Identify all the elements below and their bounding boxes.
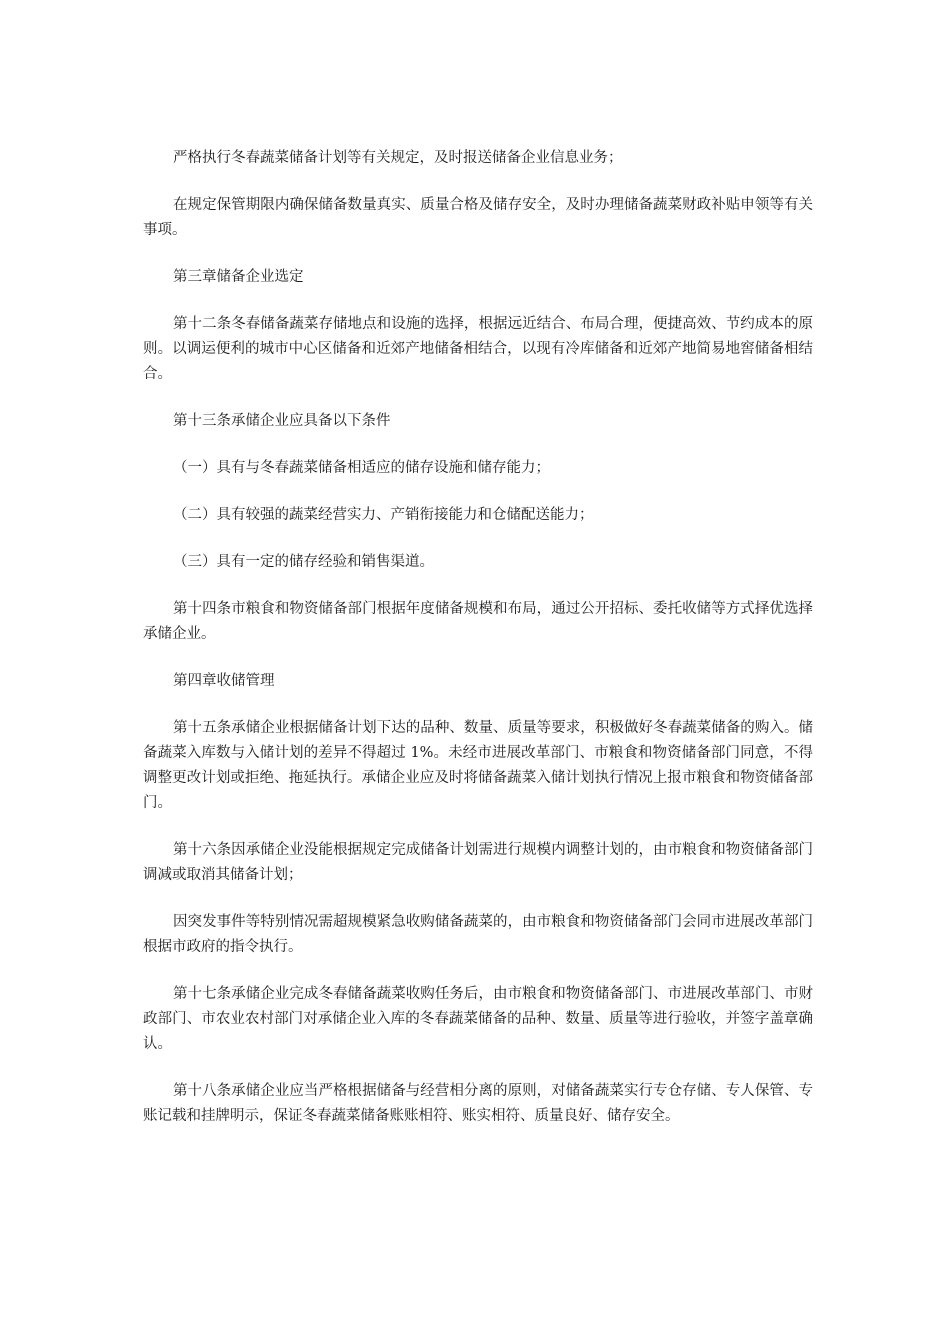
paragraph-1: 严格执行冬春蔬菜储备计划等有关规定，及时报送储备企业信息业务；: [173, 150, 623, 166]
article-15: 第十五条承储企业根据储备计划下达的品种、数量、质量等要求，积极做好冬春蔬菜储备的购入。储备蔬菜入库数与入储计划的差异不得超过 1%。未经市进展改革部门、市粮食和物资储备部门同意，不得调整更改计划或拒绝、拖延执行。承储企业应及时将储备蔬菜入储计划执行情况上报市粮食和物资储备部门。: [143, 720, 813, 811]
chapter-heading-4: 第四章收储管理: [173, 673, 275, 689]
article-18: 第十八条承储企业应当严格根据储备与经营相分离的原则，对储备蔬菜实行专仓存储、专人保管、专账记载和挂牌明示，保证冬春蔬菜储备账账相符、账实相符、质量良好、储存安全。: [143, 1083, 813, 1124]
article-14: 第十四条市粮食和物资储备部门根据年度储备规模和布局，通过公开招标、委托收储等方式择优选择承储企业。: [143, 601, 813, 642]
condition-1: （一）具有与冬春蔬菜储备相适应的储存设施和储存能力；: [173, 460, 550, 476]
article-16: 第十六条因承储企业没能根据规定完成储备计划需进行规模内调整计划的，由市粮食和物资储备部门调减或取消其储备计划；: [143, 842, 813, 883]
article-17: 第十七条承储企业完成冬春储备蔬菜收购任务后，由市粮食和物资储备部门、市进展改革部门、市财政部门、市农业农村部门对承储企业入库的冬春蔬菜储备的品种、数量、质量等进行验收，并签字盖章确认。: [143, 986, 813, 1052]
article-13: 第十三条承储企业应具备以下条件: [173, 413, 391, 429]
condition-2: （二）具有较强的蔬菜经营实力、产销衔接能力和仓储配送能力；: [173, 507, 594, 523]
condition-3: （三）具有一定的储存经验和销售渠道。: [173, 554, 434, 570]
article-16-continued: 因突发事件等特别情况需超规模紧急收购储备蔬菜的，由市粮食和物资储备部门会同市进展改革部门根据市政府的指令执行。: [143, 914, 813, 955]
paragraph-2: 在规定保管期限内确保储备数量真实、质量合格及储存安全，及时办理储备蔬菜财政补贴申领等有关事项。: [143, 197, 813, 238]
chapter-heading-3: 第三章储备企业选定: [173, 269, 304, 285]
document-page: [143, 146, 813, 1151]
article-12: 第十二条冬春储备蔬菜存储地点和设施的选择，根据远近结合、布局合理，便捷高效、节约成本的原则。以调运便利的城市中心区储备和近郊产地储备相结合，以现有冷库储备和近郊产地简易地窖储备相结合。: [143, 316, 813, 382]
